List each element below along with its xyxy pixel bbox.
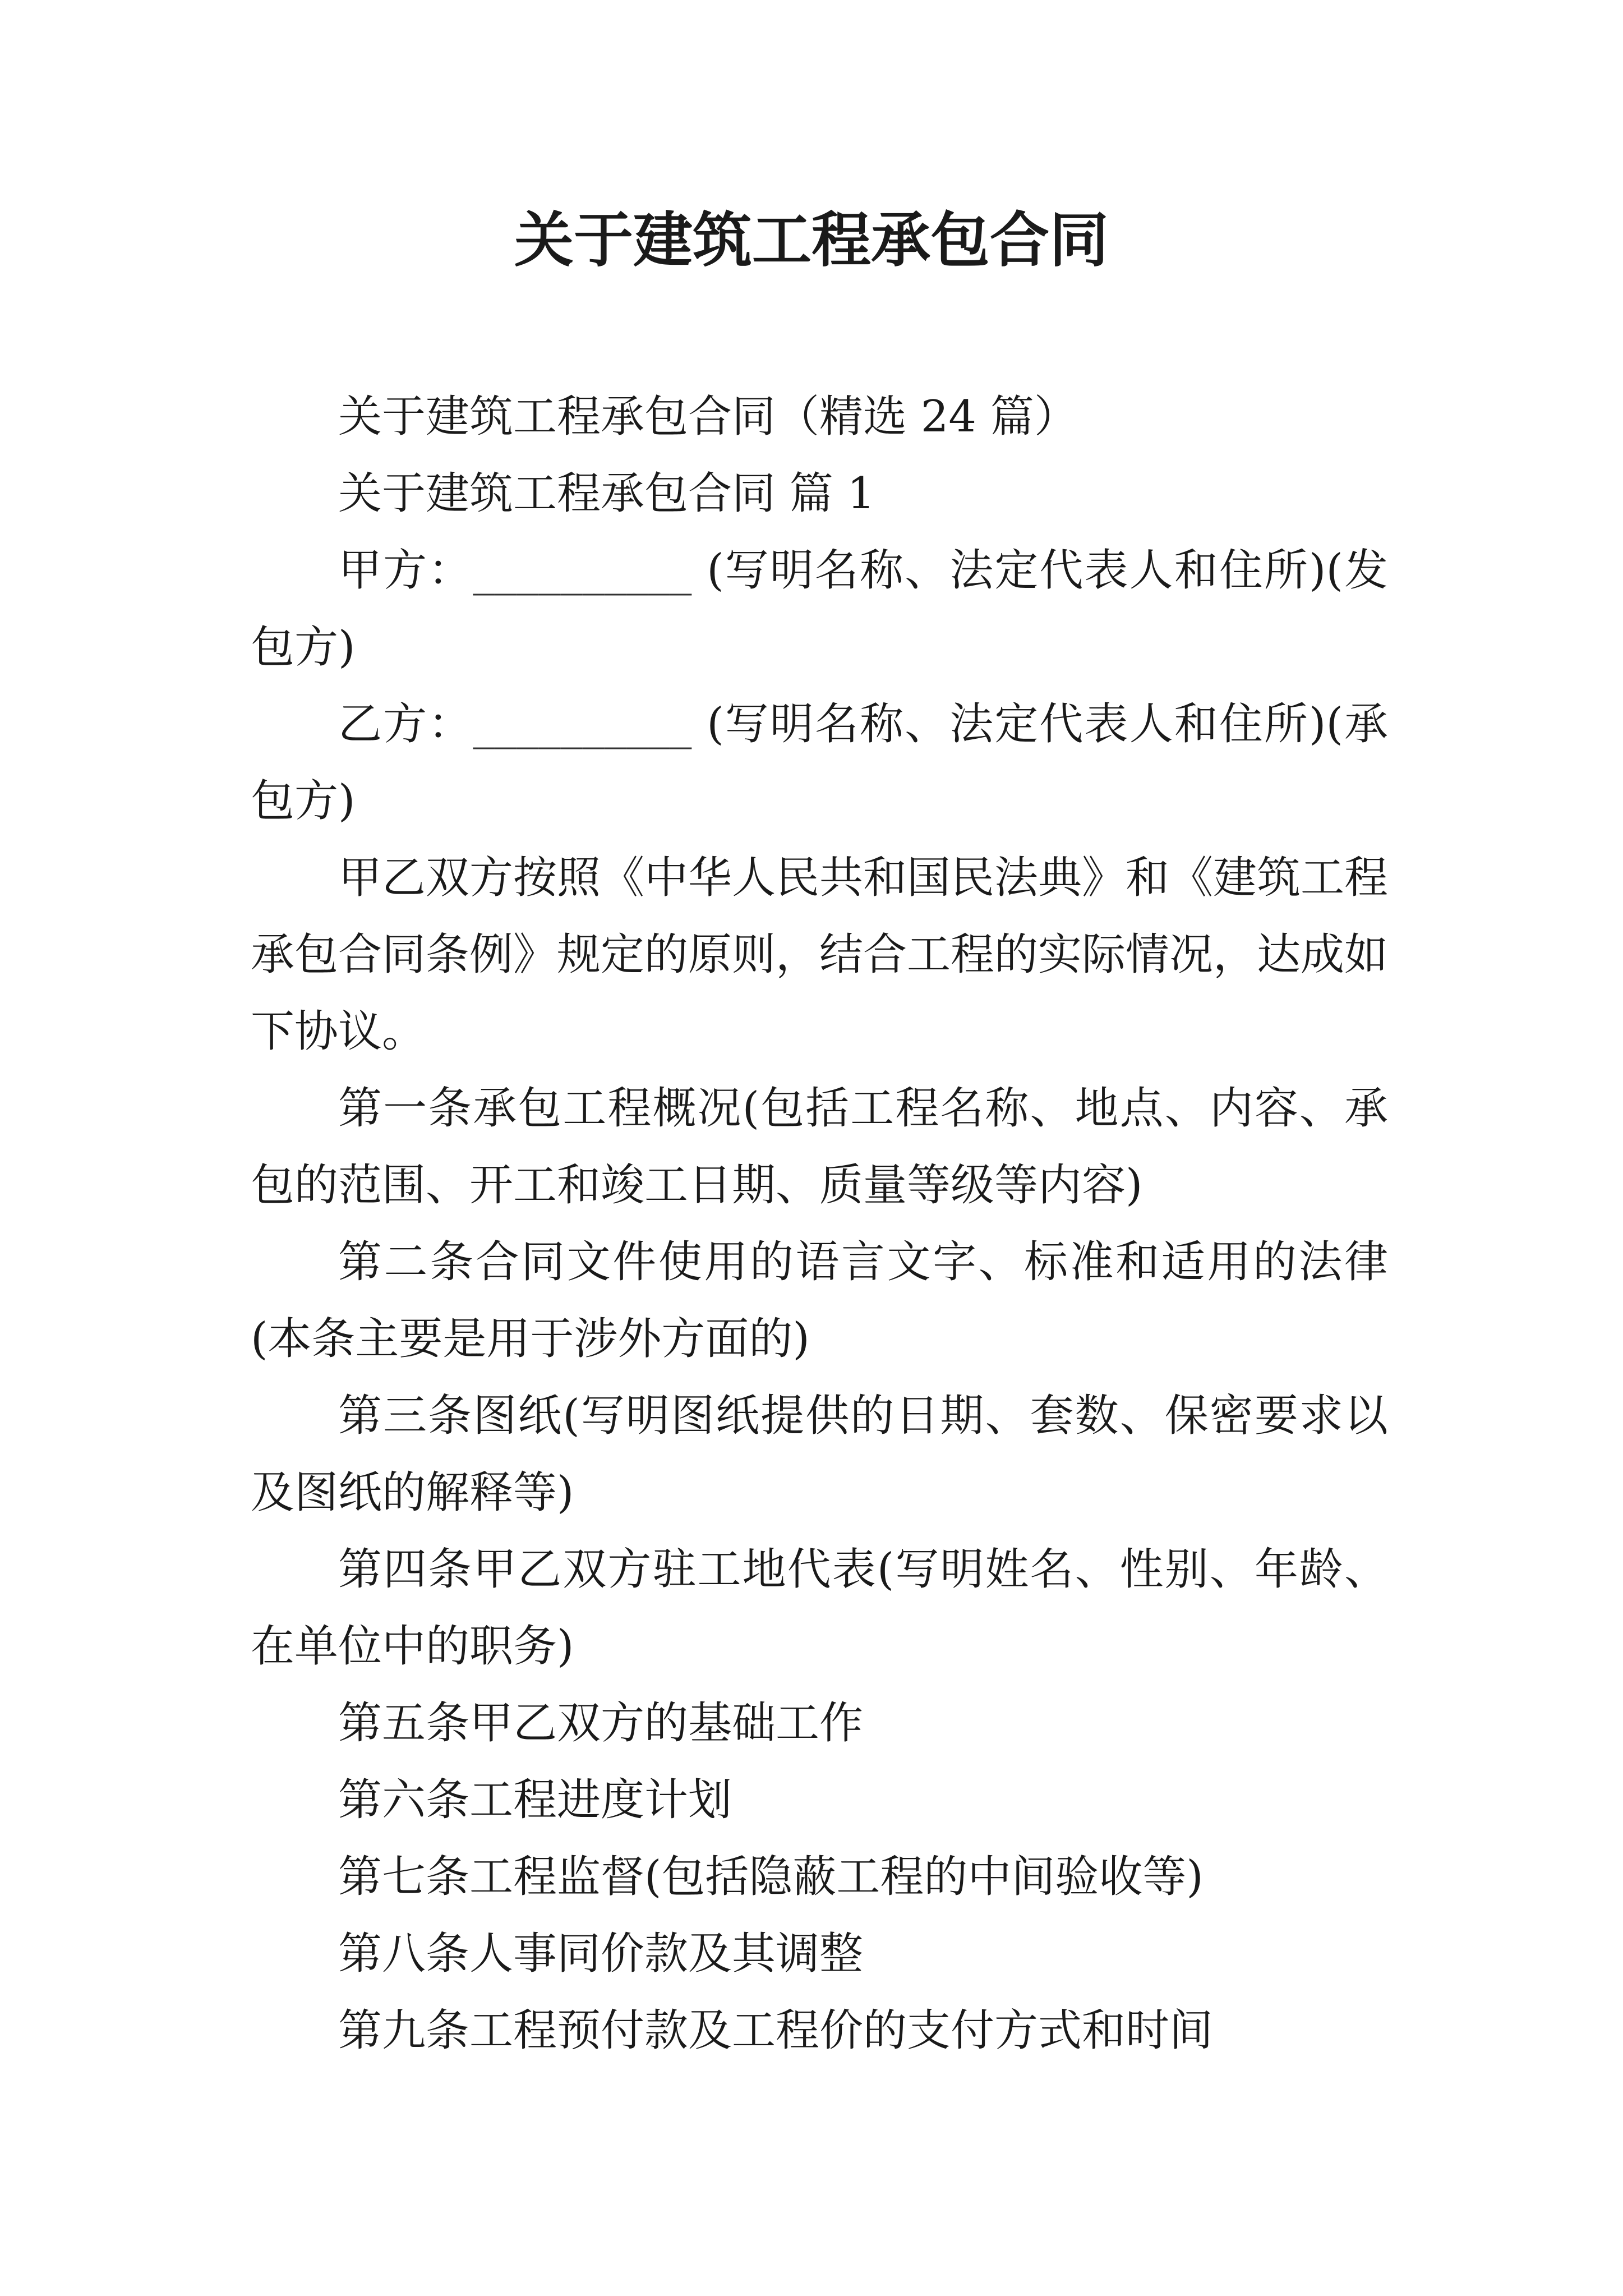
party-b-label: 乙方： <box>338 699 473 749</box>
document-subtitle: 关于建筑工程承包合同（精选 24 篇） <box>338 392 1078 442</box>
article-5: 第五条甲乙双方的基础工作 <box>338 1698 864 1749</box>
article-4: 第四条甲乙双方驻工地代表(写明姓名、性别、年龄、在单位中的职务) <box>251 1544 1388 1672</box>
party-b-description: (写明名称、法定代表人和住所)(承包方) <box>251 699 1388 826</box>
part-heading: 关于建筑工程承包合同 篇 1 <box>338 468 875 519</box>
article-8: 第八条人事同价款及其调整 <box>338 1929 864 1979</box>
party-b-blank: __________ <box>473 699 692 749</box>
article-7: 第七条工程监督(包括隐蔽工程的中间验收等) <box>338 1852 1204 1902</box>
party-a-description: (写明名称、法定代表人和住所)(发包方) <box>251 545 1388 673</box>
party-b-line <box>251 686 1388 840</box>
document-title: 关于建筑工程承包合同 <box>514 205 1109 275</box>
party-a-label: 甲方： <box>338 545 473 596</box>
party-a-line <box>251 532 1388 686</box>
article-9: 第九条工程预付款及工程价的支付方式和时间 <box>338 2005 1214 2056</box>
party-a-blank: __________ <box>473 545 692 596</box>
article-2: 第二条合同文件使用的语言文字、标准和适用的法律(本条主要是用于涉外方面的) <box>251 1237 1388 1364</box>
document-body <box>251 379 1388 2069</box>
article-6: 第六条工程进度计划 <box>338 1775 732 1825</box>
article-3: 第三条图纸(写明图纸提供的日期、套数、保密要求以及图纸的解释等) <box>251 1391 1388 1518</box>
article-1: 第一条承包工程概况(包括工程名称、地点、内容、承包的范围、开工和竣工日期、质量等级等内容) <box>251 1083 1388 1211</box>
preamble-paragraph: 甲乙双方按照《中华人民共和国民法典》和《建筑工程承包合同条例》规定的原则，结合工程的实际情况，达成如下协议。 <box>251 853 1389 1057</box>
